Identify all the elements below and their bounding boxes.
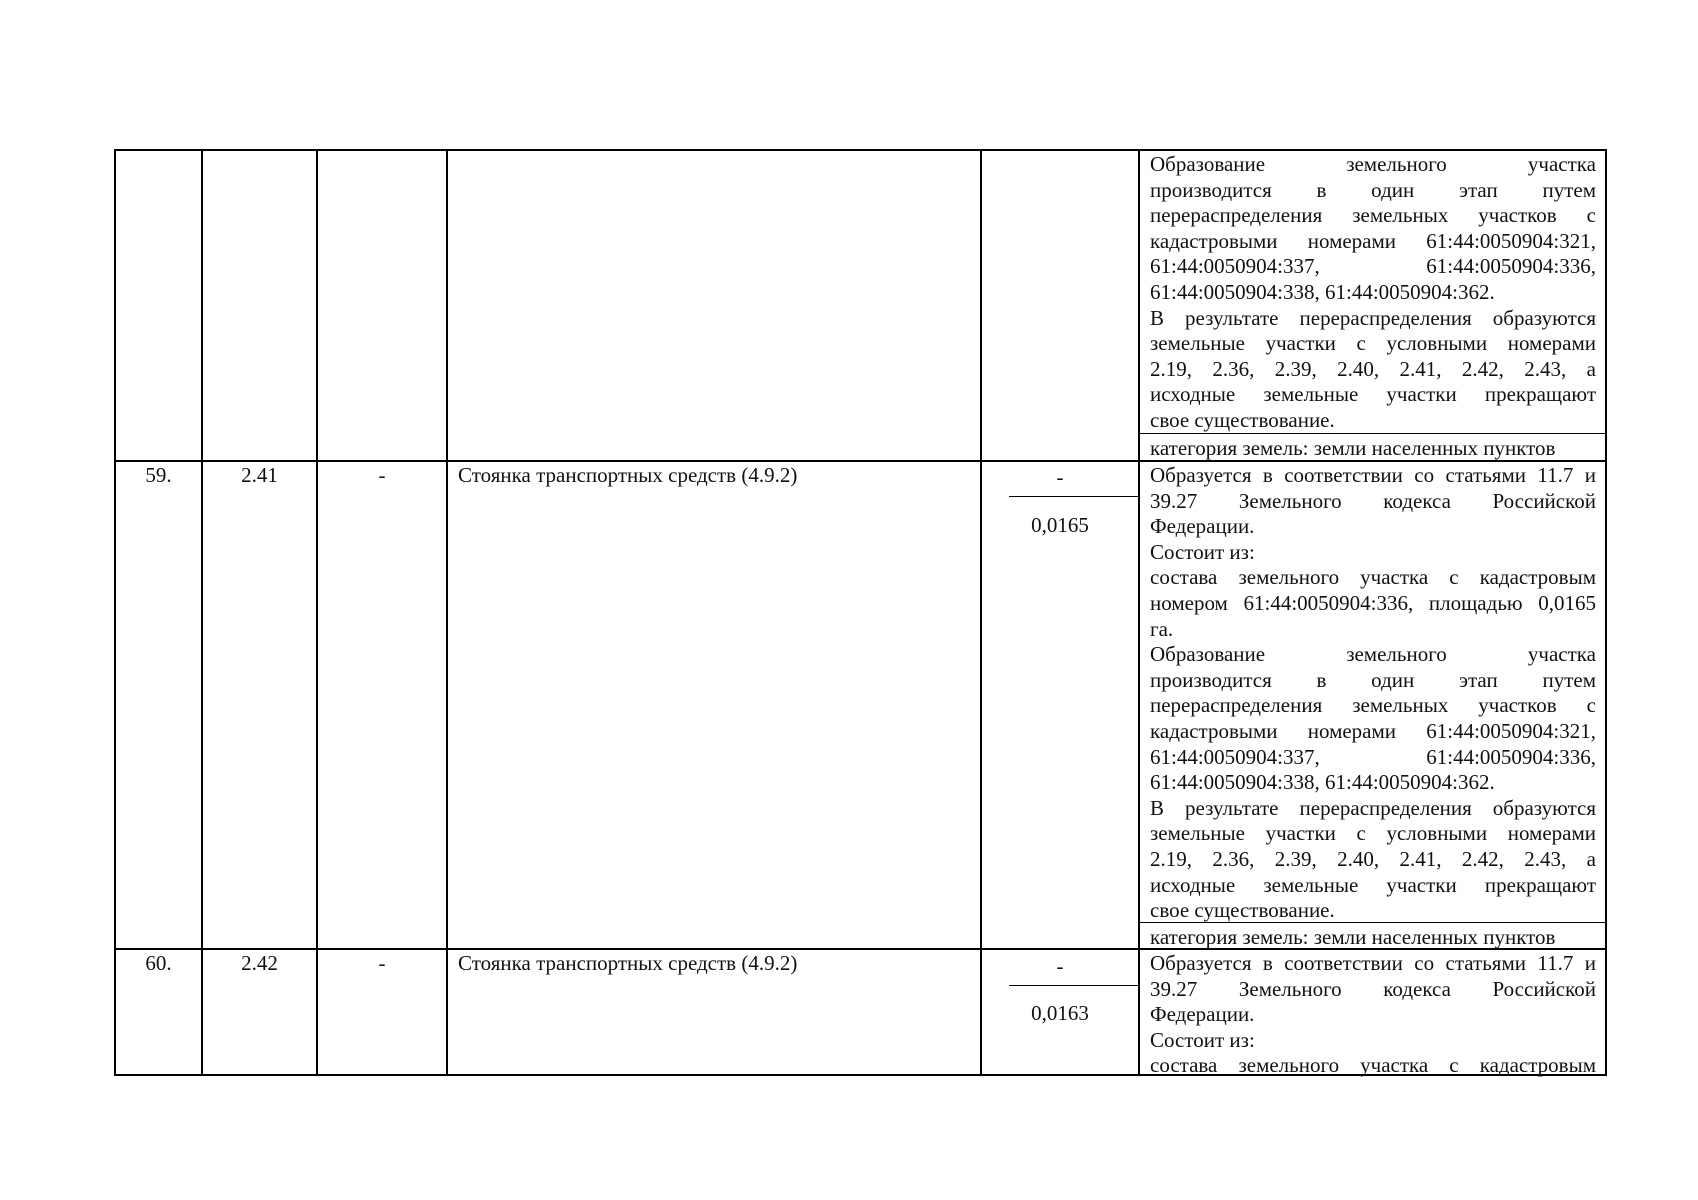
description-line: 61:44:0050904:338, 61:44:0050904:362. [1150, 770, 1495, 795]
description-line: В результате перераспределения образуются [1150, 305, 1596, 330]
top-fragment-description [1150, 152, 1596, 434]
description-line: исходные земельные участки прекращают [1150, 382, 1596, 407]
description-line: 61:44:0050904:337, 61:44:0050904:336, [1150, 254, 1596, 279]
description-line: Состоит из: [1150, 539, 1255, 564]
row-divider [116, 460, 1605, 462]
row-number: 59. [145, 463, 172, 487]
description-line: 39.27 Земельного кодекса Российской [1150, 976, 1596, 1001]
description-line: 61:44:0050904:338, 61:44:0050904:362. [1150, 279, 1495, 304]
description-line: состава земельного участка с кадастровым [1150, 565, 1596, 590]
description-line: перераспределения земельных участков с [1150, 693, 1596, 718]
land-plots-table [114, 149, 1607, 1076]
permitted-use: Стоянка транспортных средств (4.9.2) [458, 463, 798, 487]
description-line: земельные участки с условными номерами [1150, 821, 1596, 846]
plot-description [1150, 463, 1596, 924]
description-line: номером 61:44:0050904:336, площадью 0,0165 [1150, 590, 1596, 615]
description-line: 39.27 Земельного кодекса Российской [1150, 488, 1596, 513]
row-number: 60. [145, 951, 172, 975]
description-line: свое существование. [1150, 898, 1335, 923]
column-divider [316, 151, 318, 1074]
area-divider [1009, 985, 1139, 986]
description-line: состава земельного участка с кадастровым [1150, 1053, 1596, 1078]
area-previous: - [1056, 954, 1064, 978]
description-line: Образуется в соответствии со статьями 11.7 и [1150, 951, 1596, 975]
area-divider [1009, 496, 1139, 497]
description-line: Образование земельного участка [1150, 152, 1596, 176]
plot-description [1150, 951, 1596, 1079]
land-category: категория земель: земли населенных пунктов [1150, 436, 1556, 460]
area-previous: - [1056, 465, 1064, 489]
column-divider [446, 151, 448, 1074]
description-line: Образуется в соответствии со статьями 11.7 и [1150, 463, 1596, 487]
description-line: производится в один этап путем [1150, 177, 1596, 202]
description-line: Федерации. [1150, 514, 1255, 539]
permitted-use: Стоянка транспортных средств (4.9.2) [458, 951, 798, 975]
plot-code: 2.41 [241, 463, 278, 487]
description-line: кадастровыми номерами 61:44:0050904:321, [1150, 228, 1596, 253]
area-value: 0,0165 [1031, 513, 1089, 537]
description-line: исходные земельные участки прекращают [1150, 872, 1596, 897]
description-line: 2.19, 2.36, 2.39, 2.40, 2.41, 2.42, 2.43, а [1150, 356, 1596, 381]
description-line: земельные участки с условными номерами [1150, 331, 1596, 356]
description-line: кадастровыми номерами 61:44:0050904:321, [1150, 718, 1596, 743]
description-line: Федерации. [1150, 1002, 1255, 1027]
description-line: Состоит из: [1150, 1027, 1255, 1052]
cadastral-number: - [378, 463, 386, 487]
description-line: 61:44:0050904:337, 61:44:0050904:336, [1150, 744, 1596, 769]
description-line: В результате перераспределения образуются [1150, 795, 1596, 820]
column-divider [980, 151, 982, 1074]
description-line: Образование земельного участка [1150, 642, 1596, 667]
cadastral-number: - [378, 951, 386, 975]
area-value: 0,0163 [1031, 1001, 1089, 1025]
description-line: свое существование. [1150, 407, 1335, 432]
plot-code: 2.42 [241, 951, 278, 975]
description-line: га. [1150, 616, 1174, 641]
column-divider [1138, 151, 1140, 1074]
description-line: производится в один этап путем [1150, 667, 1596, 692]
description-line: 2.19, 2.36, 2.39, 2.40, 2.41, 2.42, 2.43, а [1150, 846, 1596, 871]
column-divider [201, 151, 203, 1074]
description-line: перераспределения земельных участков с [1150, 203, 1596, 228]
land-category: категория земель: земли населенных пунктов [1150, 925, 1556, 949]
